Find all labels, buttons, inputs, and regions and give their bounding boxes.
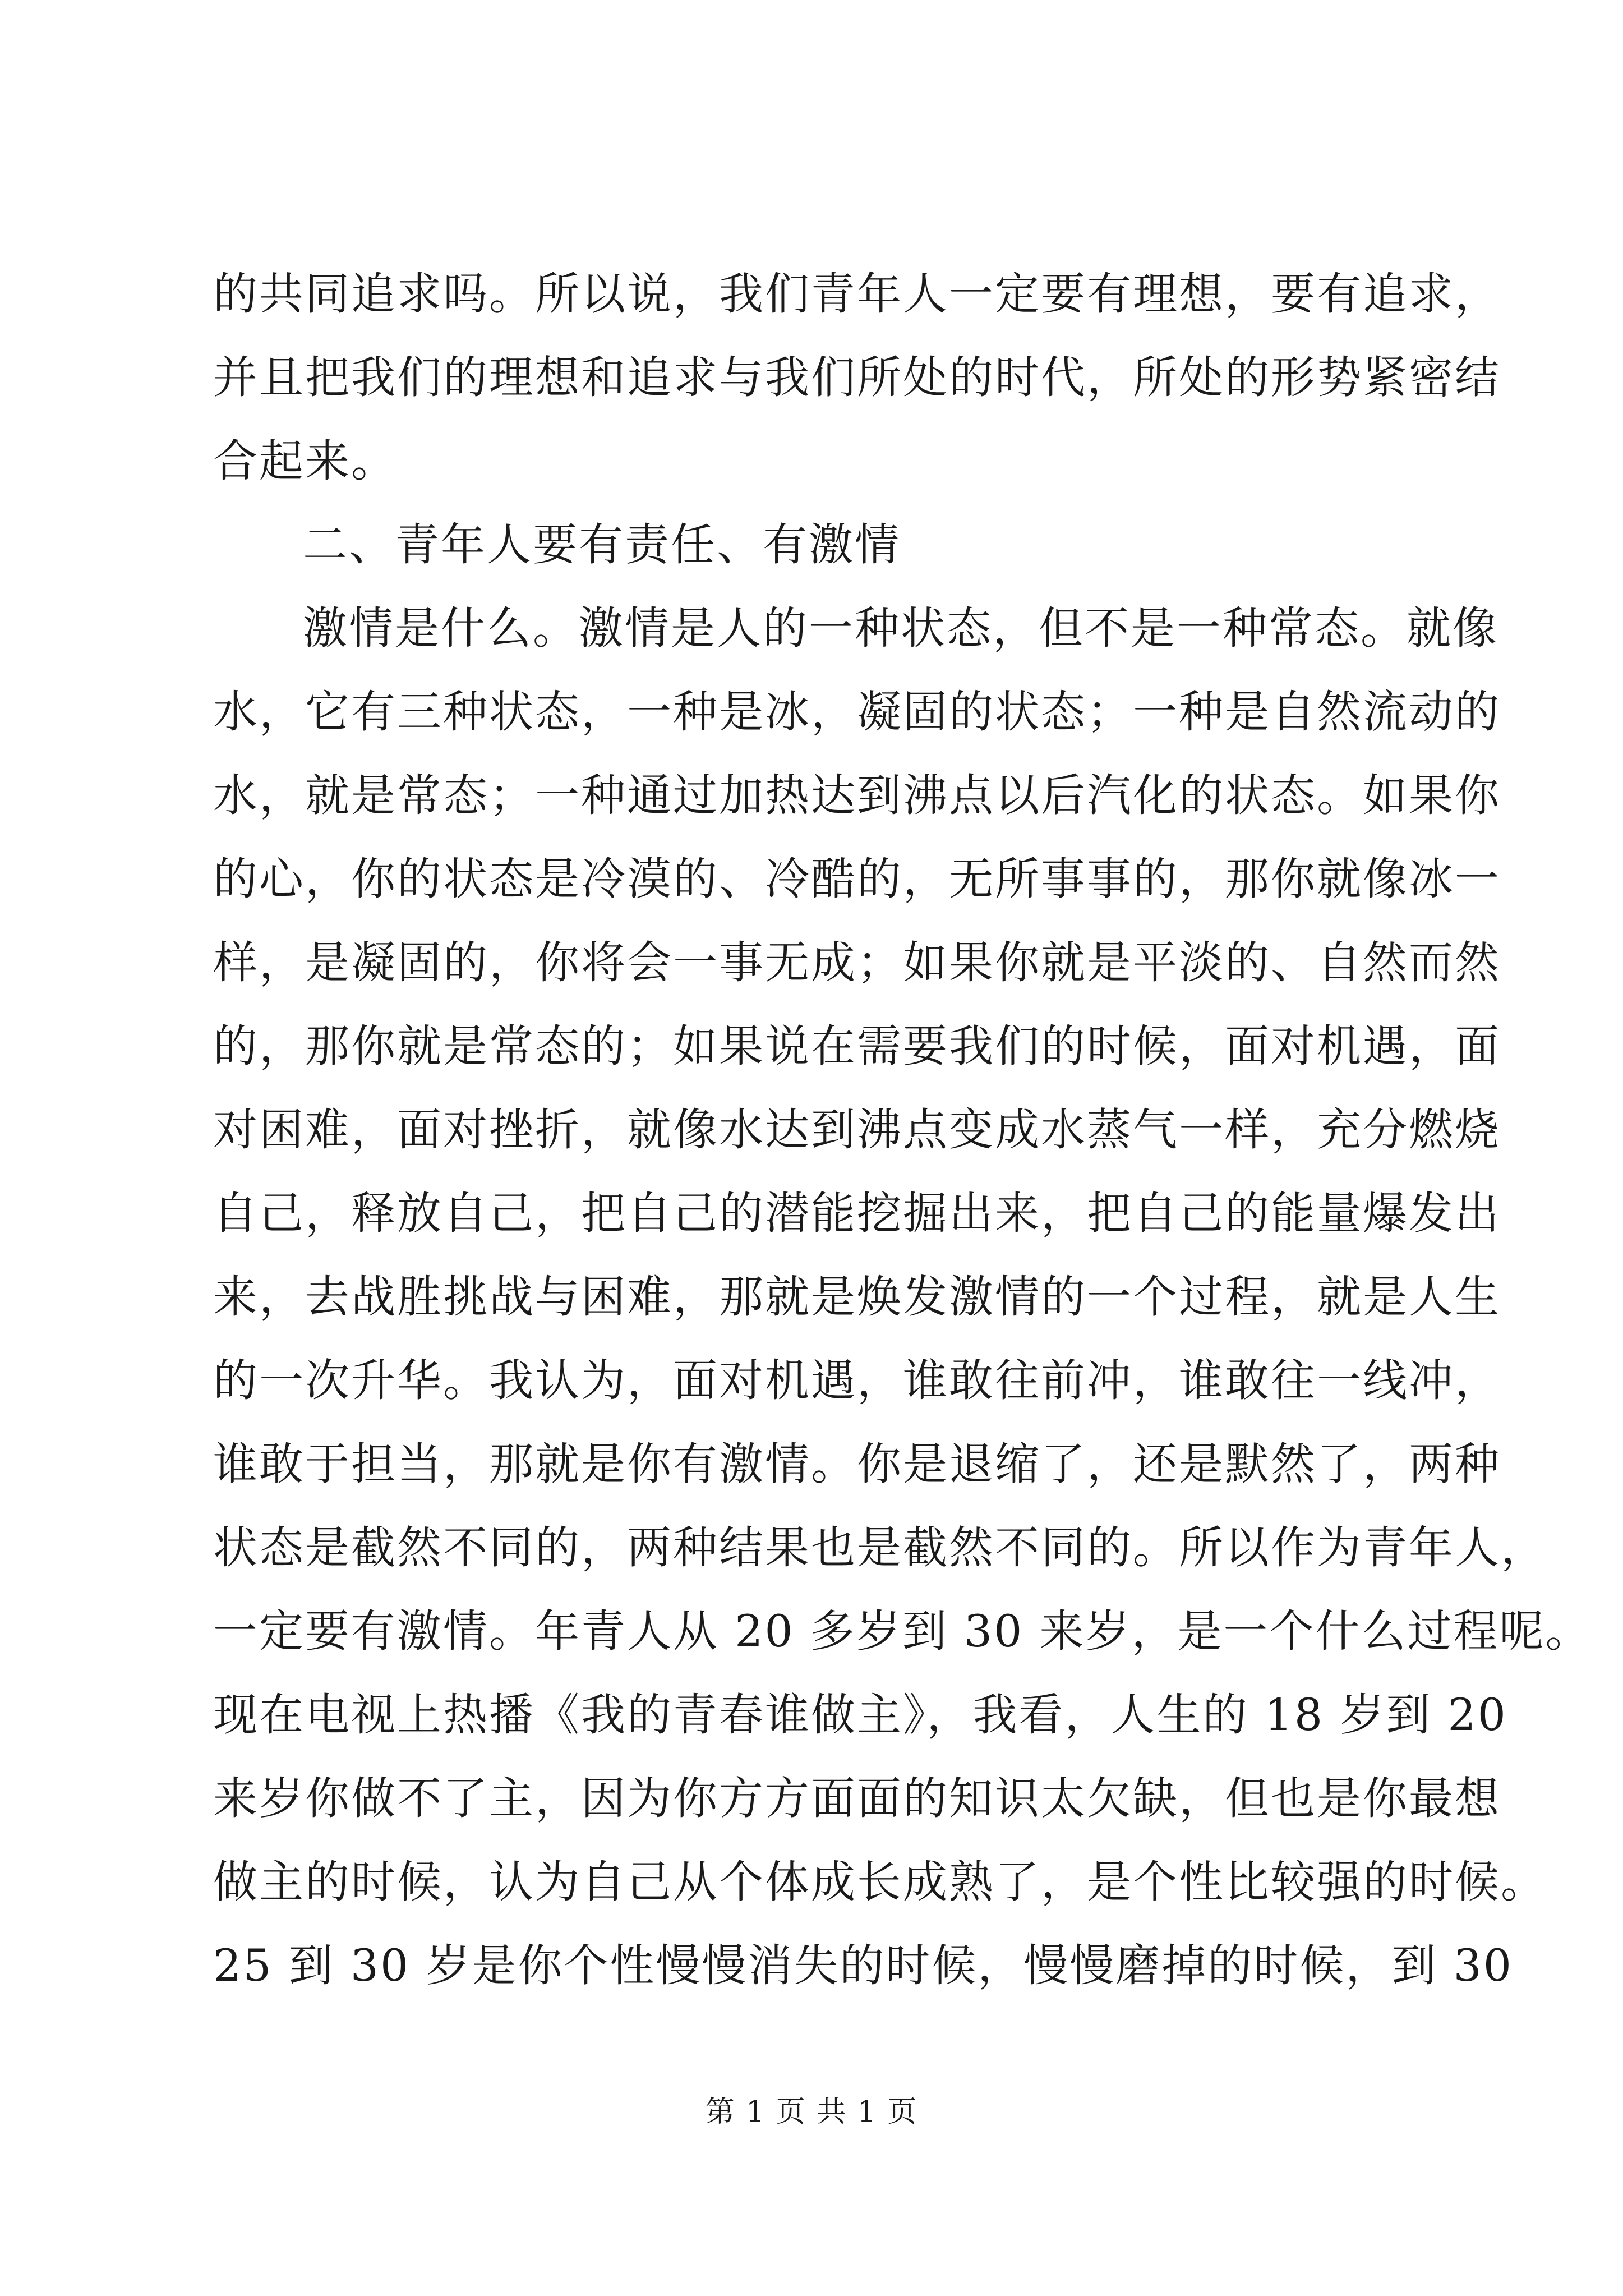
text-line: 来，去战胜挑战与困难，那就是焕发激情的一个过程，就是人生: [213, 1271, 1501, 1323]
text-line: 激情是什么。激情是人的一种状态，但不是一种常态。就像: [303, 602, 1498, 654]
text-line: 的，那你就是常态的；如果说在需要我们的时候，面对机遇，面: [213, 1020, 1501, 1072]
text-line: 合起来。: [213, 435, 397, 487]
text-line: 现在电视上热播《我的青春谁做主》，我看，人生的 18 岁到 20: [213, 1689, 1507, 1741]
text-line: 样，是凝固的，你将会一事无成；如果你就是平淡的、自然而然: [213, 937, 1501, 988]
page-footer: 第 1 页 共 1 页: [705, 2095, 918, 2129]
text-line: 的一次升华。我认为，面对机遇，谁敢往前冲，谁敢往一线冲，: [213, 1355, 1501, 1406]
text-line: 状态是截然不同的，两种结果也是截然不同的。所以作为青年人，: [213, 1522, 1547, 1573]
text-line: 一定要有激情。年青人从 20 多岁到 30 来岁，是一个什么过程呢。: [213, 1605, 1592, 1657]
text-line: 谁敢于担当，那就是你有激情。你是退缩了，还是默然了，两种: [213, 1438, 1501, 1490]
text-line: 自己，释放自己，把自己的潜能挖掘出来，把自己的能量爆发出: [213, 1188, 1501, 1239]
text-line: 的心，你的状态是冷漠的、冷酷的，无所事事的，那你就像冰一: [213, 853, 1501, 905]
body-text: [213, 252, 1592, 2008]
text-line: 水，它有三种状态，一种是冰，凝固的状态；一种是自然流动的: [213, 686, 1501, 738]
text-line: 25 到 30 岁是你个性慢慢消失的时候，慢慢磨掉的时候，到 30: [213, 1940, 1514, 1991]
text-line: 的共同追求吗。所以说，我们青年人一定要有理想，要有追求，: [213, 268, 1501, 320]
text-line: 做主的时候，认为自己从个体成长成熟了，是个性比较强的时候。: [213, 1856, 1547, 1908]
section-heading: 二、青年人要有责任、有激情: [303, 519, 901, 570]
text-line: 并且把我们的理想和追求与我们所处的时代，所处的形势紧密结: [213, 352, 1501, 403]
text-line: 来岁你做不了主，因为你方方面面的知识太欠缺，但也是你最想: [213, 1773, 1501, 1824]
text-line: 对困难，面对挫折，就像水达到沸点变成水蒸气一样，充分燃烧: [213, 1104, 1501, 1156]
text-line: 水，就是常态；一种通过加热达到沸点以后汽化的状态。如果你: [213, 770, 1501, 821]
